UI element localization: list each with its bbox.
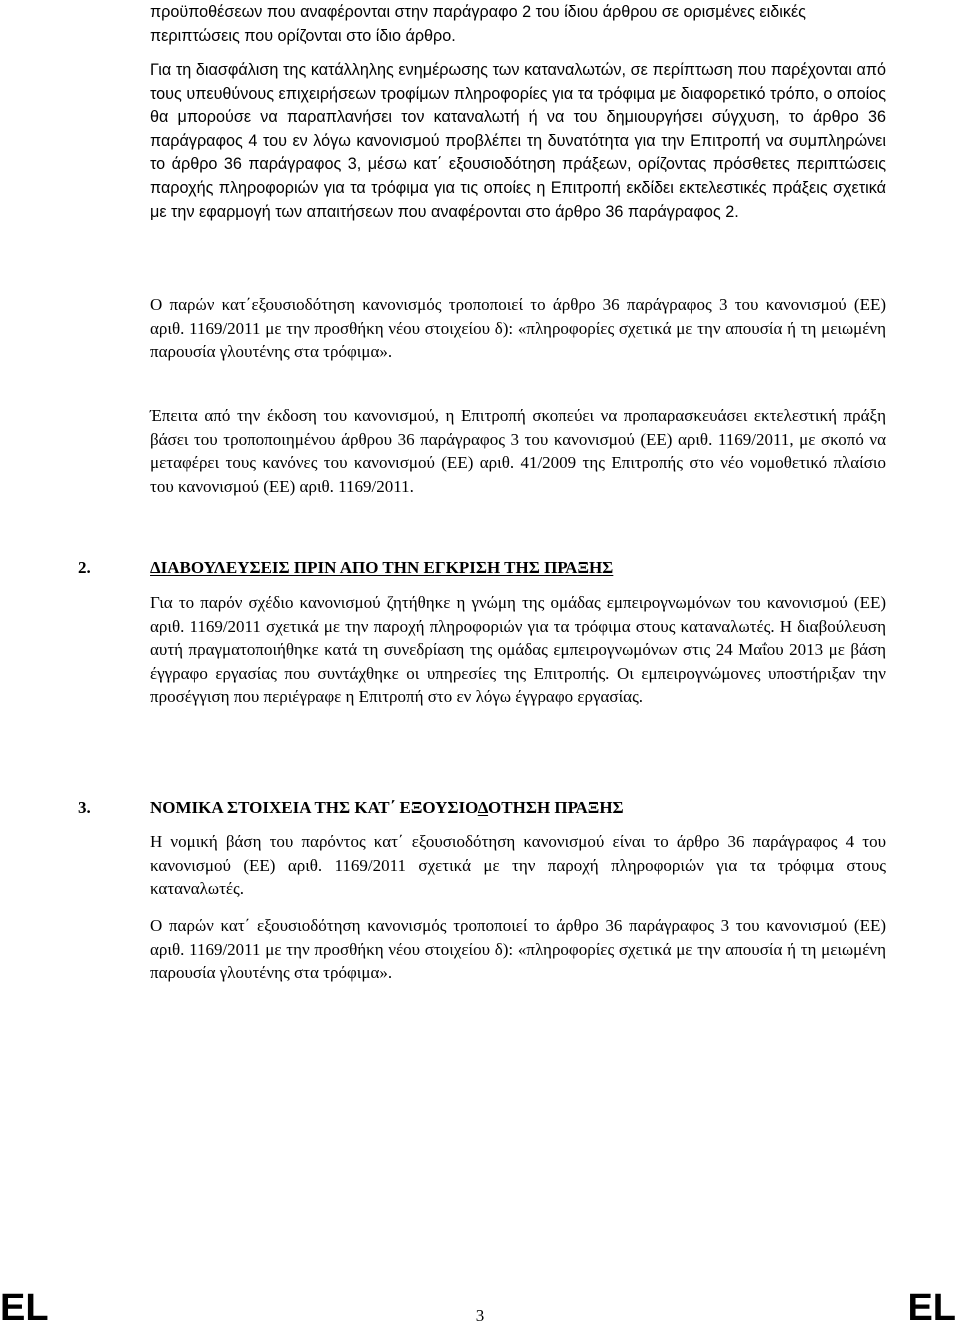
paragraph-consumer-information: Για τη διασφάλιση της κατάλληλης ενημέρωσης των καταναλωτών, σε περίπτωση που παρέχονται από τους υπευθύνους επιχειρήσεων τροφίμων πληροφορίες για τα τρόφιμα με διαφορετικό τρόπο, ο οποίος θα μπορούσε να παραπλανήσει τον καταναλωτή ή να του δημιουργήσει σύγχυση, το άρθρο 36 παράγραφος 4 του εν λόγω κανονισμού προβλέπει τη δυνατότητα για την Επιτροπή να συμπληρώνει το άρθρο 36 παράγραφος 3, μέσω κατ΄ εξουσιοδότηση πράξεων, ορίζοντας πρόσθετες περιπτώσεις παροχής πληροφοριών για τα τρόφιμα για τις οποίες η Επιτροπή εκδίδει εκτελεστικές πράξεις σχετικά με την εφαρμογή των απαιτήσεων που αναφέρονται στο άρθρο 36 παράγραφος 2. [150, 61, 886, 221]
section-3-number: 3. [78, 798, 91, 817]
section-2-number: 2. [78, 558, 91, 577]
section-3-title-part1: ΝΟΜΙΚΑ ΣΤΟΙΧΕΙΑ ΤΗΣ ΚΑΤ΄ ΕΞΟΥΣΙΟ [150, 798, 478, 817]
footer-language-left: EL [0, 1287, 49, 1329]
section-3-title-part2: ΟΤΗΣΗ ΠΡΑΞΗΣ [488, 798, 624, 817]
section-3-title-underlined: Δ [477, 798, 489, 817]
page-number: 3 [475, 1306, 485, 1325]
footer-language-right: EL [907, 1287, 956, 1329]
section-2-body: Για το παρόν σχέδιο κανονισμού ζητήθηκε η γνώμη της ομάδας εμπειρογνωμόνων του κανονισμού (ΕΕ) αριθ. 1169/2011 σχετικά με την παροχή πληροφοριών για τα τρόφιμα στους καταναλωτές. Η διαβούλευση αυτή πραγματοποιήθηκε κατά τη συνεδρίαση της ομάδας εμπειρογνωμόνων στις 24 Μαΐου 2013 με βάση έγγραφο εργασίας που συντάχθηκε οι υπηρεσίες της Επιτροπής. Οι εμπειρογνώμονες υποστήριξαν την προσέγγιση που περιέγραφε η Επιτροπή στο εν λόγω έγγραφο εργασίας. [150, 593, 886, 707]
paragraph-implementing-act: Έπειτα από την έκδοση του κανονισμού, η Επιτροπή σκοπεύει να προπαρασκευάσει εκτελεστική πράξη βάσει του τροποποιημένου άρθρου 36 παράγραφος 3 του κανονισμού (ΕΕ) αριθ. 1169/2011, με σκοπό να μεταφέρει τους κανόνες του κανονισμού (ΕΕ) αριθ. 41/2009 της Επιτροπής στο νέο νομοθετικό πλαίσιο του κανονισμού (ΕΕ) αριθ. 1169/2011. [150, 406, 886, 496]
section-2-title: ΔΙΑΒΟΥΛΕΥΣΕΙΣ ΠΡΙΝ ΑΠΟ ΤΗΝ ΕΓΚΡΙΣΗ ΤΗΣ ΠΡΑΞΗΣ [150, 558, 614, 577]
section-2-heading [78, 556, 613, 579]
section-3-body-legal-basis: Η νομική βάση του παρόντος κατ΄ εξουσιοδότηση κανονισμού είναι το άρθρο 36 παράγραφος 4 του κανονισμού (ΕΕ) αριθ. 1169/2011 σχετικά με την παροχή πληροφοριών για τα τρόφιμα στους καταναλωτές. [150, 832, 886, 899]
section-3-heading [78, 796, 624, 819]
paragraph-delegated-regulation: Ο παρών κατ΄εξουσιοδότηση κανονισμός τροποποιεί το άρθρο 36 παράγραφος 3 του κανονισμού (ΕΕ) αριθ. 1169/2011 με την προσθήκη νέου στοιχείου δ): «πληροφορίες σχετικά με την απουσία ή τη μειωμένη παρουσία γλουτένης στα τρόφιμα». [150, 295, 886, 362]
section-3-body-amendment: Ο παρών κατ΄ εξουσιοδότηση κανονισμός τροποποιεί το άρθρο 36 παράγραφος 3 του κανονισμού (ΕΕ) αριθ. 1169/2011 με την προσθήκη νέου στοιχείου δ): «πληροφορίες σχετικά με την απουσία ή τη μειωμένη παρουσία γλουτένης στα τρόφιμα». [150, 916, 886, 983]
paragraph-continuation: προϋποθέσεων που αναφέρονται στην παράγραφο 2 του ίδιου άρθρου σε ορισμένες ειδικές περιπτώσεις που ορίζονται στο ίδιο άρθρο. [150, 3, 806, 45]
